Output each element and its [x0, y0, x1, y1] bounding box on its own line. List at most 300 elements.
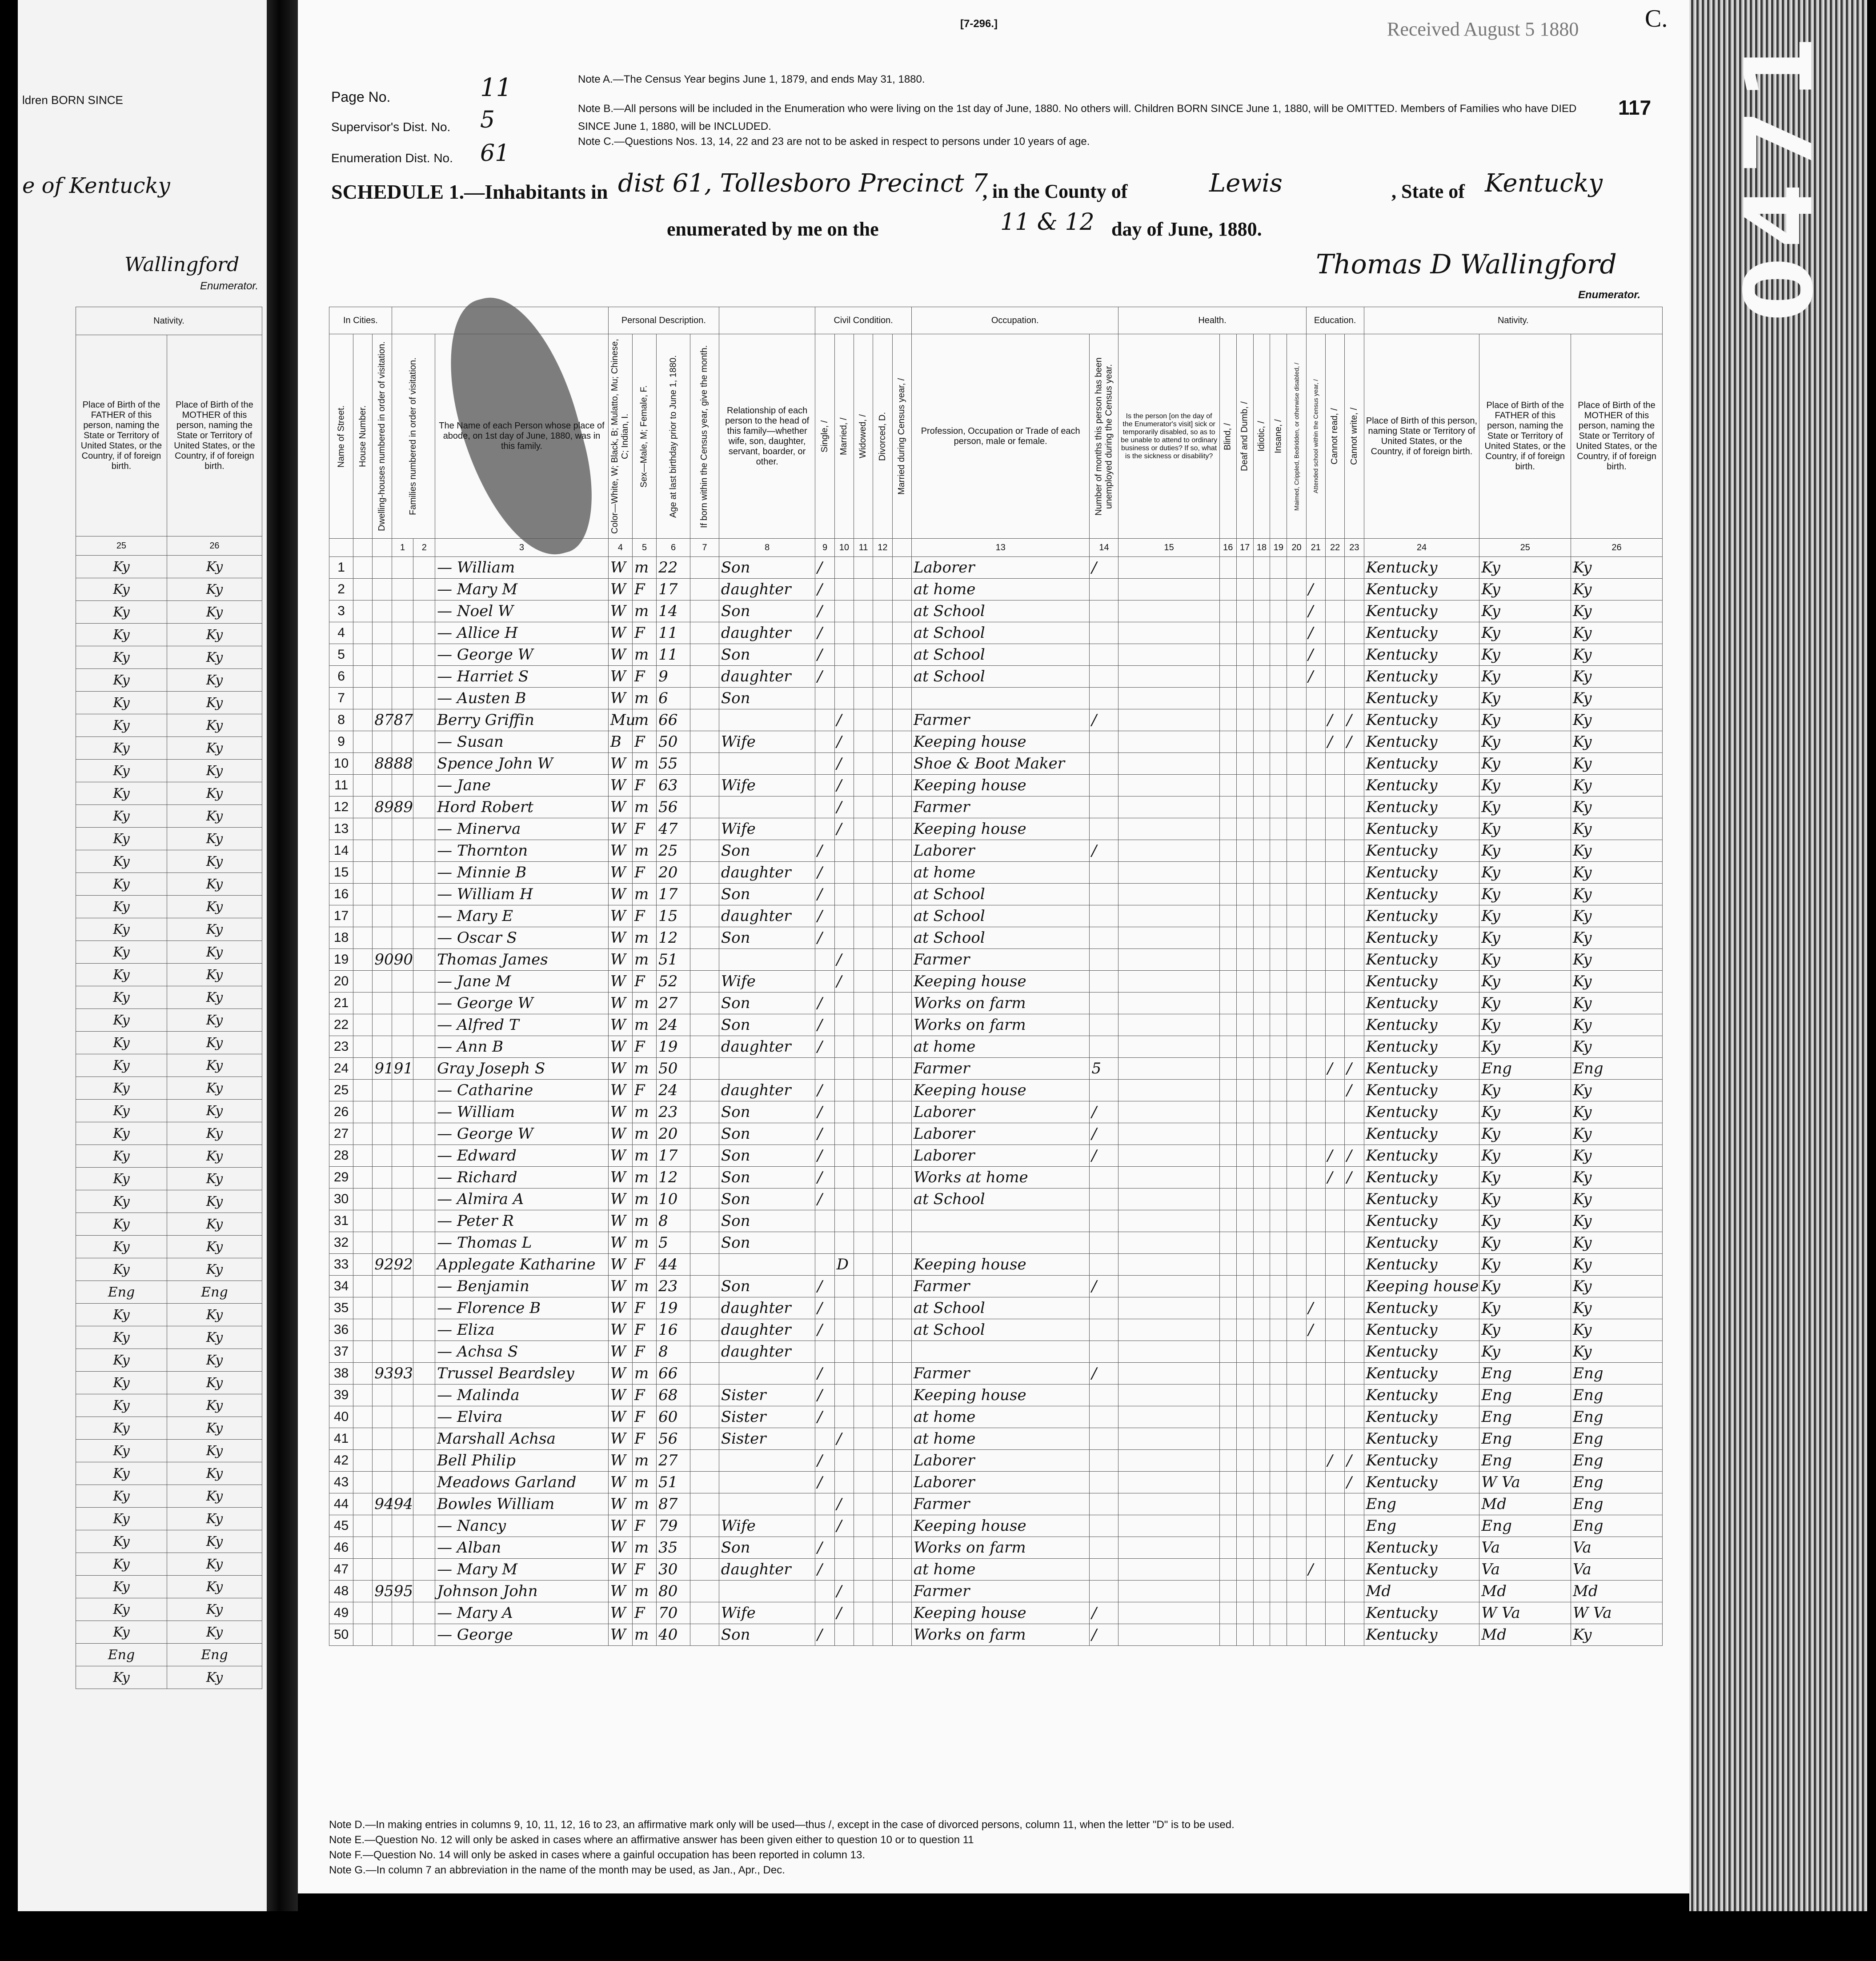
color-code: W — [608, 1581, 632, 1602]
insane-mark — [1270, 1145, 1287, 1167]
sickness — [1118, 622, 1219, 644]
relationship — [719, 1450, 815, 1472]
father-birth-place: Eng — [1479, 1406, 1571, 1428]
left-mother-birth: Ky — [167, 896, 262, 918]
deaf-mark — [1236, 1036, 1253, 1058]
left-father-birth: Ky — [76, 1621, 167, 1644]
idiotic-mark — [1253, 579, 1270, 600]
idiotic-mark — [1253, 1363, 1270, 1385]
mother-birth-place: Va — [1571, 1559, 1663, 1581]
birth-month — [690, 884, 719, 905]
idiotic-mark — [1253, 688, 1270, 709]
relationship: Son — [719, 1276, 815, 1297]
sex-code: F — [632, 862, 656, 884]
footnote-g: Note G.—In column 7 an abbreviation in the name of the month may be used, as Jan., Apr., Dec. — [329, 1864, 785, 1876]
birth-place: Kentucky — [1364, 949, 1479, 971]
row-number: 3 — [329, 600, 353, 622]
insane-mark — [1270, 1036, 1287, 1058]
family-number — [392, 993, 413, 1014]
single-mark: / — [815, 622, 834, 644]
color-code: W — [608, 666, 632, 688]
insane-mark — [1270, 840, 1287, 862]
dwelling-number: 93 — [373, 1363, 392, 1385]
married-year-mark — [892, 1450, 911, 1472]
blind-mark — [1219, 1058, 1236, 1080]
left-col26-header: Place of Birth of the MOTHER of this person, naming the State or Territory of United States, or the Country, if of foreign birth. — [167, 335, 262, 536]
age-value: 23 — [657, 1101, 690, 1123]
single-mark: / — [815, 927, 834, 949]
unemployed-mark — [1090, 579, 1118, 600]
maimed-mark — [1287, 1276, 1306, 1297]
widowed-mark — [854, 1167, 873, 1189]
col-street-header: Name of Street. — [329, 334, 353, 539]
father-birth-place: Eng — [1479, 1428, 1571, 1450]
deaf-mark — [1236, 731, 1253, 753]
cannot-read-mark — [1325, 600, 1344, 622]
cannot-write-mark — [1345, 1341, 1364, 1363]
maimed-mark — [1287, 818, 1306, 840]
left-mother-birth: Ky — [167, 1009, 262, 1032]
person-name: — Alban — [435, 1537, 609, 1559]
maimed-mark — [1287, 557, 1306, 579]
house-cell — [353, 557, 373, 579]
unemployed-mark: / — [1090, 1363, 1118, 1385]
family-number — [392, 731, 413, 753]
mother-birth-place: Ky — [1571, 622, 1663, 644]
birth-place: Kentucky — [1364, 1101, 1479, 1123]
state-value: Kentucky — [1485, 169, 1603, 198]
widowed-mark — [854, 1602, 873, 1624]
sickness — [1118, 709, 1219, 731]
left-row — [76, 1621, 262, 1644]
birth-month — [690, 1385, 719, 1406]
divorced-mark — [873, 862, 892, 884]
maimed-mark — [1287, 1363, 1306, 1385]
sickness — [1118, 1014, 1219, 1036]
col-sex-header: Sex—Male, M; Female, F. — [632, 334, 656, 539]
birth-place: Kentucky — [1364, 1624, 1479, 1646]
col-occupation-header: Profession, Occupation or Trade of each person, male or female. — [911, 334, 1090, 539]
blank-cell — [413, 1014, 435, 1036]
idiotic-mark — [1253, 862, 1270, 884]
census-row — [329, 796, 1663, 818]
birth-place: Kentucky — [1364, 1210, 1479, 1232]
row-number: 12 — [329, 796, 353, 818]
deaf-mark — [1236, 993, 1253, 1014]
father-birth-place: Ky — [1479, 622, 1571, 644]
left-father-birth: Ky — [76, 1236, 167, 1258]
married-mark — [834, 688, 854, 709]
age-value: 24 — [657, 1080, 690, 1101]
relationship: daughter — [719, 622, 815, 644]
maimed-mark — [1287, 1254, 1306, 1276]
census-row — [329, 1624, 1663, 1646]
census-row — [329, 1014, 1663, 1036]
single-mark — [815, 709, 834, 731]
row-number: 21 — [329, 993, 353, 1014]
single-mark: / — [815, 1385, 834, 1406]
divorced-mark — [873, 1363, 892, 1385]
nativity-group-header: Nativity. — [1364, 307, 1662, 334]
occupation: at School — [911, 884, 1090, 905]
divorced-mark — [873, 1210, 892, 1232]
census-row — [329, 1385, 1663, 1406]
school-mark: / — [1306, 1559, 1325, 1581]
school-mark — [1306, 1058, 1325, 1080]
married-year-mark — [892, 1058, 911, 1080]
married-year-mark — [892, 1581, 911, 1602]
cannot-read-mark — [1325, 796, 1344, 818]
color-code: W — [608, 1602, 632, 1624]
left-father-birth: Ky — [76, 1032, 167, 1054]
occupation: at School — [911, 644, 1090, 666]
corner-letter: C. — [1645, 5, 1668, 32]
widowed-mark — [854, 1450, 873, 1472]
house-cell — [353, 862, 373, 884]
dwelling-number — [373, 1559, 392, 1581]
relationship: Son — [719, 1189, 815, 1210]
birth-place: Kentucky — [1364, 1341, 1479, 1363]
family-number: 89 — [392, 796, 413, 818]
school-mark: / — [1306, 600, 1325, 622]
cannot-write-mark — [1345, 818, 1364, 840]
family-number — [392, 666, 413, 688]
deaf-mark — [1236, 1341, 1253, 1363]
unemployed-mark — [1090, 1254, 1118, 1276]
birth-month — [690, 1450, 719, 1472]
column-number: 17 — [1236, 539, 1253, 557]
left-row — [76, 692, 262, 714]
sex-code: m — [632, 927, 656, 949]
blind-mark — [1219, 1189, 1236, 1210]
mother-birth-place: Ky — [1571, 1624, 1663, 1646]
married-mark: / — [834, 949, 854, 971]
row-number: 47 — [329, 1559, 353, 1581]
father-birth-place: Md — [1479, 1581, 1571, 1602]
row-number: 14 — [329, 840, 353, 862]
census-row — [329, 1428, 1663, 1450]
married-mark: / — [834, 796, 854, 818]
insane-mark — [1270, 1385, 1287, 1406]
mother-birth-place: Eng — [1571, 1363, 1663, 1385]
col-relationship-header: Relationship of each person to the head of this family—whether wife, son, daughter, servant, boarder, or other. — [719, 334, 815, 539]
left-row — [76, 828, 262, 850]
color-code: W — [608, 1428, 632, 1450]
color-code: W — [608, 1537, 632, 1559]
insane-mark — [1270, 1123, 1287, 1145]
insane-mark — [1270, 1581, 1287, 1602]
idiotic-mark — [1253, 905, 1270, 927]
census-row — [329, 1167, 1663, 1189]
idiotic-mark — [1253, 753, 1270, 775]
age-value: 12 — [657, 927, 690, 949]
sex-code: m — [632, 796, 656, 818]
age-value: 50 — [657, 731, 690, 753]
column-number-row — [329, 539, 1663, 557]
occupation: Works on farm — [911, 1537, 1090, 1559]
sickness — [1118, 1058, 1219, 1080]
divorced-mark — [873, 1341, 892, 1363]
family-number: 91 — [392, 1058, 413, 1080]
school-mark — [1306, 1406, 1325, 1428]
mother-birth-place: Eng — [1571, 1472, 1663, 1493]
person-name: — Ann B — [435, 1036, 609, 1058]
mother-birth-place: Md — [1571, 1581, 1663, 1602]
house-cell — [353, 688, 373, 709]
relationship — [719, 1058, 815, 1080]
blind-mark — [1219, 1210, 1236, 1232]
blank-cell — [413, 775, 435, 796]
row-number: 22 — [329, 1014, 353, 1036]
unemployed-mark: / — [1090, 1123, 1118, 1145]
sex-code: m — [632, 1101, 656, 1123]
married-mark — [834, 622, 854, 644]
age-value: 66 — [657, 1363, 690, 1385]
sex-code: F — [632, 731, 656, 753]
father-birth-place: Va — [1479, 1559, 1571, 1581]
insane-mark — [1270, 1210, 1287, 1232]
left-father-birth: Ky — [76, 1576, 167, 1598]
mother-birth-place: Ky — [1571, 1341, 1663, 1363]
dwelling-number — [373, 688, 392, 709]
insane-mark — [1270, 622, 1287, 644]
family-number — [392, 1189, 413, 1210]
birth-place: Eng — [1364, 1493, 1479, 1515]
maimed-mark — [1287, 1101, 1306, 1123]
col-sick-header: Is the person [on the day of the Enumerator's visit] sick or temporarily disabled, so as to be unable to attend to ordinary business or duties? If so, what is the sickness or disability? — [1118, 334, 1219, 539]
insane-mark — [1270, 1254, 1287, 1276]
blank-cell — [413, 1559, 435, 1581]
mother-birth-place: Va — [1571, 1537, 1663, 1559]
birth-place: Kentucky — [1364, 1080, 1479, 1101]
left-father-birth: Ky — [76, 556, 167, 578]
left-father-birth: Ky — [76, 624, 167, 646]
color-code: W — [608, 688, 632, 709]
dwelling-number — [373, 1428, 392, 1450]
school-mark — [1306, 1537, 1325, 1559]
house-cell — [353, 840, 373, 862]
footnote-d: Note D.—In making entries in columns 9, 10, 11, 12, 16 to 23, an affirmative mark only will be used—thus /, except in the case of divorced persons, column 11, when the letter "D" is to be used. — [329, 1819, 1235, 1831]
blind-mark — [1219, 1014, 1236, 1036]
cannot-read-mark — [1325, 1472, 1344, 1493]
father-birth-place: Ky — [1479, 644, 1571, 666]
single-mark: / — [815, 644, 834, 666]
left-row — [76, 1394, 262, 1417]
widowed-mark — [854, 1123, 873, 1145]
census-row — [329, 1363, 1663, 1385]
sickness — [1118, 579, 1219, 600]
father-birth-place: Md — [1479, 1493, 1571, 1515]
left-row — [76, 1530, 262, 1553]
divorced-mark — [873, 1624, 892, 1646]
color-code: W — [608, 622, 632, 644]
insane-mark — [1270, 731, 1287, 753]
left-father-birth: Ky — [76, 1530, 167, 1553]
mother-birth-place: Eng — [1571, 1058, 1663, 1080]
left-father-birth: Ky — [76, 601, 167, 624]
left-mother-birth: Ky — [167, 1032, 262, 1054]
cannot-read-mark — [1325, 775, 1344, 796]
age-value: 23 — [657, 1276, 690, 1297]
sex-code: F — [632, 1385, 656, 1406]
blind-mark — [1219, 884, 1236, 905]
person-name: — Nancy — [435, 1515, 609, 1537]
color-code: W — [608, 557, 632, 579]
sex-code: F — [632, 666, 656, 688]
single-mark: / — [815, 1624, 834, 1646]
unemployed-mark — [1090, 1080, 1118, 1101]
family-number — [392, 1450, 413, 1472]
census-row — [329, 840, 1663, 862]
col-married-year-header: Married during Census year, / — [892, 334, 911, 539]
divorced-mark — [873, 1101, 892, 1123]
school-mark — [1306, 1189, 1325, 1210]
dwelling-number — [373, 1080, 392, 1101]
idiotic-mark — [1253, 949, 1270, 971]
census-row — [329, 1232, 1663, 1254]
left-mother-birth: Ky — [167, 1621, 262, 1644]
school-mark — [1306, 1515, 1325, 1537]
father-birth-place: Ky — [1479, 1036, 1571, 1058]
blind-mark — [1219, 1537, 1236, 1559]
maimed-mark — [1287, 579, 1306, 600]
age-value: 8 — [657, 1210, 690, 1232]
father-birth-place: Ky — [1479, 579, 1571, 600]
column-number: 21 — [1306, 539, 1325, 557]
left-row — [76, 1598, 262, 1621]
idiotic-mark — [1253, 709, 1270, 731]
blank-cell — [413, 579, 435, 600]
deaf-mark — [1236, 1406, 1253, 1428]
deaf-mark — [1236, 1210, 1253, 1232]
col-father-birth-header: Place of Birth of the FATHER of this person, naming the State or Territory of United States, or the Country, if of foreign birth. — [1479, 334, 1571, 539]
single-mark: / — [815, 557, 834, 579]
school-mark — [1306, 949, 1325, 971]
age-value: 22 — [657, 557, 690, 579]
blank-cell — [413, 1210, 435, 1232]
family-number — [392, 1145, 413, 1167]
color-code: B — [608, 731, 632, 753]
person-name: Johnson John — [435, 1581, 609, 1602]
father-birth-place: Ky — [1479, 1210, 1571, 1232]
house-cell — [353, 1515, 373, 1537]
row-number: 25 — [329, 1080, 353, 1101]
occupation: Keeping house — [911, 1385, 1090, 1406]
age-value: 6 — [657, 688, 690, 709]
idiotic-mark — [1253, 557, 1270, 579]
left-mother-birth: Ky — [167, 646, 262, 669]
house-cell — [353, 1210, 373, 1232]
dwelling-number — [373, 1319, 392, 1341]
dwelling-number: 95 — [373, 1581, 392, 1602]
sickness — [1118, 862, 1219, 884]
mother-birth-place: Ky — [1571, 579, 1663, 600]
enumeration-dist-label: Enumeration Dist. No. — [331, 151, 453, 165]
relationship — [719, 796, 815, 818]
occupation: Works at home — [911, 1167, 1090, 1189]
census-row — [329, 1254, 1663, 1276]
mother-birth-place: Ky — [1571, 557, 1663, 579]
cannot-write-mark — [1345, 688, 1364, 709]
house-cell — [353, 905, 373, 927]
idiotic-mark — [1253, 1014, 1270, 1036]
school-mark — [1306, 1145, 1325, 1167]
sickness — [1118, 731, 1219, 753]
census-row — [329, 579, 1663, 600]
maimed-mark — [1287, 753, 1306, 775]
color-code: W — [608, 775, 632, 796]
single-mark: / — [815, 1319, 834, 1341]
person-name: — Florence B — [435, 1297, 609, 1319]
left-mother-birth: Ky — [167, 850, 262, 873]
unemployed-mark — [1090, 1014, 1118, 1036]
married-mark — [834, 1297, 854, 1319]
father-birth-place: Ky — [1479, 709, 1571, 731]
blind-mark — [1219, 949, 1236, 971]
insane-mark — [1270, 927, 1287, 949]
mother-birth-place: Ky — [1571, 1254, 1663, 1276]
dwelling-number — [373, 775, 392, 796]
married-year-mark — [892, 1014, 911, 1036]
relationship: Son — [719, 600, 815, 622]
unemployed-mark — [1090, 1189, 1118, 1210]
cannot-read-mark — [1325, 862, 1344, 884]
married-mark — [834, 1385, 854, 1406]
row-number: 39 — [329, 1385, 353, 1406]
mother-birth-place: Ky — [1571, 666, 1663, 688]
divorced-mark — [873, 753, 892, 775]
column-number: 9 — [815, 539, 834, 557]
sex-code: m — [632, 1189, 656, 1210]
father-birth-place: Ky — [1479, 1232, 1571, 1254]
insane-mark — [1270, 1537, 1287, 1559]
widowed-mark — [854, 993, 873, 1014]
married-mark — [834, 1450, 854, 1472]
left-nativity-header: Nativity. — [76, 307, 262, 335]
color-code: W — [608, 1232, 632, 1254]
father-birth-place: Eng — [1479, 1385, 1571, 1406]
occupation: at home — [911, 862, 1090, 884]
sex-code: m — [632, 1363, 656, 1385]
widowed-mark — [854, 840, 873, 862]
left-father-birth: Ky — [76, 918, 167, 941]
family-number — [392, 862, 413, 884]
left-row — [76, 918, 262, 941]
birth-place: Kentucky — [1364, 905, 1479, 927]
married-year-mark — [892, 644, 911, 666]
state-label: , State of — [1391, 180, 1465, 202]
widowed-mark — [854, 971, 873, 993]
widowed-mark — [854, 1319, 873, 1341]
cannot-write-mark — [1345, 1385, 1364, 1406]
age-value: 11 — [657, 622, 690, 644]
census-row — [329, 1145, 1663, 1167]
divorced-mark — [873, 1254, 892, 1276]
sex-code: m — [632, 1624, 656, 1646]
color-code: W — [608, 884, 632, 905]
birth-month — [690, 1189, 719, 1210]
birth-month — [690, 1624, 719, 1646]
left-father-birth: Ky — [76, 714, 167, 737]
age-value: 20 — [657, 1123, 690, 1145]
left-row — [76, 1644, 262, 1666]
mother-birth-place: Ky — [1571, 840, 1663, 862]
column-number: 23 — [1345, 539, 1364, 557]
age-value: 30 — [657, 1559, 690, 1581]
unemployed-mark — [1090, 753, 1118, 775]
blank-cell — [413, 796, 435, 818]
cannot-read-mark — [1325, 579, 1344, 600]
